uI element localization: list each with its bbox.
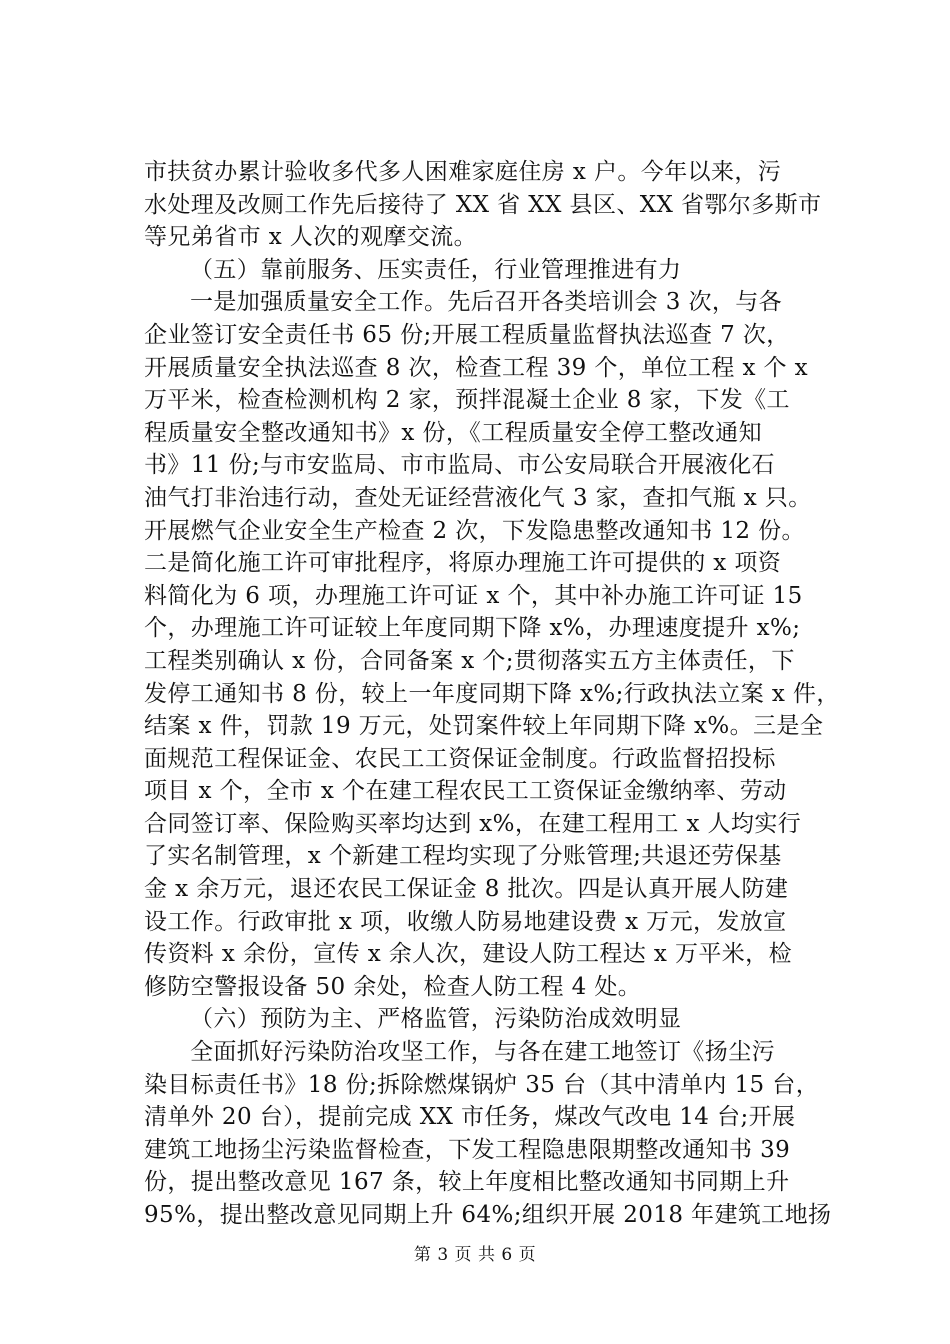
text-line: 开展燃气企业安全生产检查 2 次，下发隐患整改通知书 12 份。 [144,517,805,544]
text-line: 了实名制管理，x 个新建工程均实现了分账管理;共退还劳保基 [144,843,782,870]
text-line: 企业签订安全责任书 65 份;开展工程质量监督执法巡查 7 次， [144,321,790,348]
text-line: 建筑工地扬尘污染监督检查，下发工程隐患限期整改通知书 39 [144,1136,791,1163]
text-line: 等兄弟省市 x 人次的观摩交流。 [144,224,477,251]
text-line: （五）靠前服务、压实责任，行业管理推进有力 [190,256,682,283]
text-line: 工程类别确认 x 份，合同备案 x 个;贯彻落实五方主体责任，下 [144,647,795,674]
text-line: 书》11 份;与市安监局、市市监局、市公安局联合开展液化石 [144,452,775,479]
text-line: 水处理及改厕工作先后接待了 XX 省 XX 县区、XX 省鄂尔多斯市 [144,191,822,218]
text-line: 万平米，检查检测机构 2 家，预拌混凝土企业 8 家，下发《工 [144,387,790,414]
text-line: 油气打非治违行动，查处无证经营液化气 3 家，查扣气瓶 x 只。 [144,484,812,511]
text-line: 二是简化施工许可审批程序，将原办理施工许可提供的 x 项资 [144,550,782,577]
text-line: 染目标责任书》18 份;拆除燃煤锅炉 35 台（其中清单内 15 台， [144,1071,820,1098]
text-line: 清单外 20 台），提前完成 XX 市任务，煤改气改电 14 台;开展 [144,1104,796,1131]
text-line: 程质量安全整改通知书》x 份，《工程质量安全停工整改通知 [144,419,762,446]
document-body [144,156,840,1232]
text-line: 全面抓好污染防治攻坚工作，与各在建工地签订《扬尘污 [190,1039,775,1066]
text-line: 项目 x 个，全市 x 个在建工程农民工工资保证金缴纳率、劳动 [144,778,787,805]
text-line: 修防空警报设备 50 余处，检查人防工程 4 处。 [144,973,642,1000]
text-line: 95%，提出整改意见同期上升 64%;组织开展 2018 年建筑工地扬 [144,1202,832,1228]
text-line: 个，办理施工许可证较上年度同期下降 x%，办理速度提升 x%; [144,615,801,642]
text-line: 开展质量安全执法巡查 8 次，检查工程 39 个，单位工程 x 个 x [144,354,809,381]
text-line: 市扶贫办累计验收多代多人困难家庭住房 x 户。今年以来，污 [144,159,782,185]
text-line: 料简化为 6 项，办理施工许可证 x 个，其中补办施工许可证 15 [144,582,803,609]
text-line: 设工作。行政审批 x 项，收缴人防易地建设费 x 万元，发放宣 [144,908,787,935]
text-line: 金 x 余万元，退还农民工保证金 8 批次。四是认真开展人防建 [144,876,789,903]
text-line: 面规范工程保证金、农民工工资保证金制度。行政监督招投标 [144,745,776,772]
text-line: 合同签订率、保险购买率均达到 x%，在建工程用工 x 人均实行 [144,810,802,837]
text-line: 传资料 x 余份，宣传 x 余人次，建设人防工程达 x 万平米，检 [144,941,792,968]
text-line: 份，提出整改意见 167 条，较上年度相比整改通知书同期上升 [144,1169,790,1196]
text-line: 结案 x 件，罚款 19 万元，处罚案件较上年同期下降 x%。三是全 [144,713,824,740]
text-line: 一是加强质量安全工作。先后召开各类培训会 3 次，与各 [190,289,783,316]
text-line: 发停工通知书 8 份，较上一年度同期下降 x%;行政执法立案 x 件， [144,680,840,707]
page-footer: 第 3 页 共 6 页 [413,1245,537,1265]
text-line: （六）预防为主、严格监管，污染防治成效明显 [190,1006,682,1033]
